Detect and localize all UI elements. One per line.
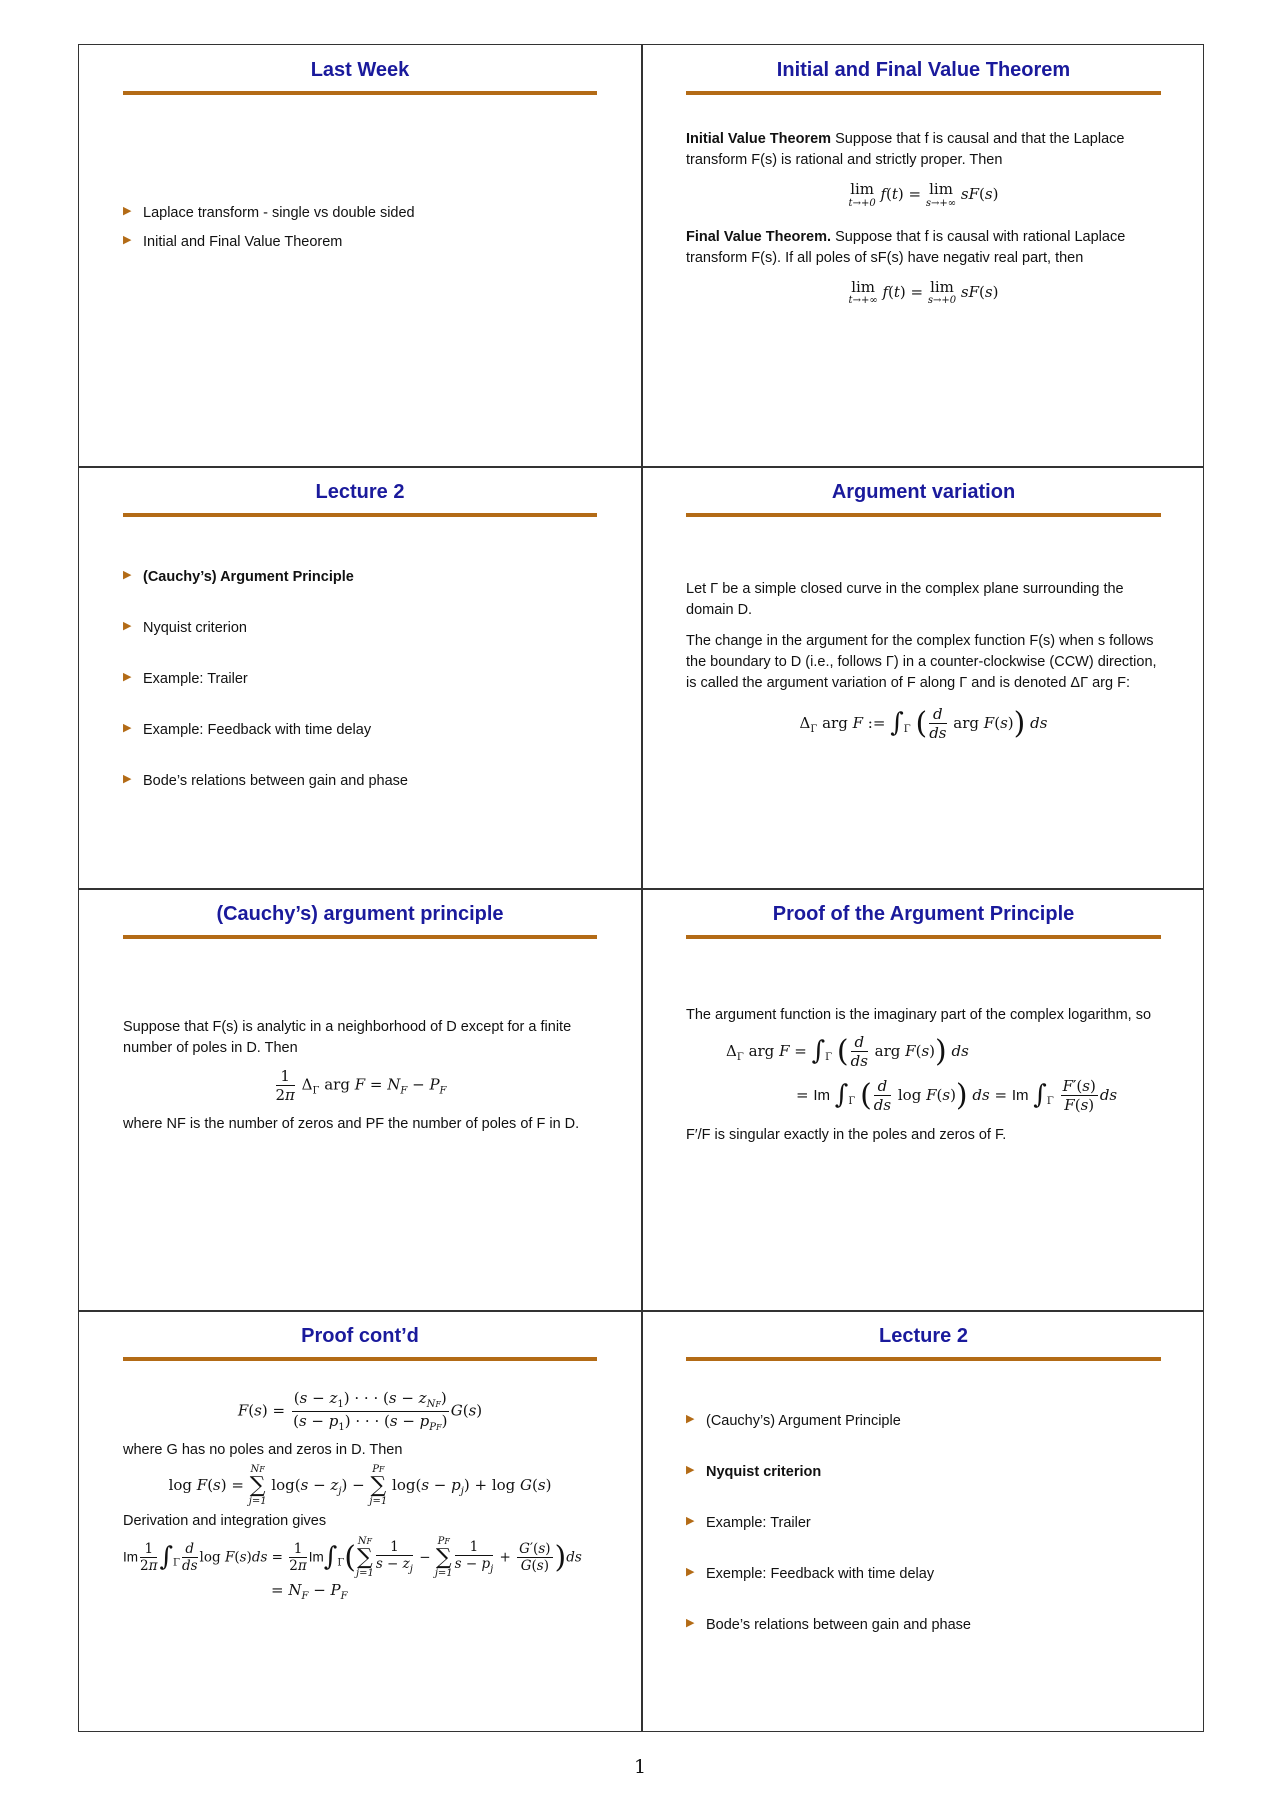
bullet-list (123, 567, 597, 792)
slide-last-week (79, 45, 641, 466)
list-item: ▶ Example: Trailer (686, 1515, 811, 1532)
slide-initial-final-value (642, 45, 1205, 466)
title-underline (686, 91, 1161, 95)
bullet-triangle-icon: ▶ (123, 234, 132, 247)
slide-proof-contd (79, 1311, 641, 1733)
slide-title: Last Week (310, 59, 410, 81)
slide-title: Proof of the Argument Principle (772, 903, 1075, 925)
bullet-list (123, 203, 597, 253)
list-item: ▶ Example: Feedback with time delay (123, 722, 372, 739)
list-item: ▶ (Cauchy’s) Argument Principle (686, 1413, 901, 1429)
list-item: ▶ Bode’s relations between gain and phase (686, 1617, 971, 1634)
bullet-triangle-icon: ▶ (123, 205, 132, 217)
title-underline (123, 91, 597, 95)
slide-title: (Cauchy’s) argument principle (216, 903, 504, 925)
proof-equation-line-1: $\Delta_\Gamma$ arg $F = \int_\Gamma$ ( $\frac{d}{ds}$ arg F(s)) ds (726, 1033, 969, 1071)
slide-title: Initial and Final Value Theorem (776, 59, 1071, 81)
bullet-triangle-icon: ▶ (686, 1464, 695, 1477)
bullet-list (686, 1411, 1161, 1636)
bullet-triangle-icon: ▶ (123, 569, 132, 581)
fvt-equation: lim t→+∞ f(t) = lim s→+0 sF(s) (848, 277, 999, 307)
list-item: ▶ Example: Trailer (123, 671, 248, 688)
bullet-triangle-icon: ▶ (123, 773, 132, 786)
paragraph: The change in the argument for the complex function F(s) when s follows the boundary to D (i.e., follows Γ) in a counter-clockwise (CCW) direction, is called the argument variation of F along Γ and is denoted ΔΓ arg F: (686, 633, 1157, 692)
list-item: ▶ Nyquist criterion (686, 1464, 822, 1481)
title-underline (686, 1357, 1161, 1361)
argument-variation-equation: $\Delta_\Gamma$ arg F := $\int_\Gamma$ ( $\frac{d}{ds}$ arg F(s)) ds (799, 705, 1048, 743)
paragraph: where G has no poles and zeros in D. Then (123, 1442, 403, 1458)
list-item: ▶ Exemple: Feedback with time delay (686, 1566, 935, 1583)
bullet-triangle-icon: ▶ (686, 1515, 695, 1528)
ivt-paragraph: Initial Value Theorem Suppose that f is causal and that the Laplace transform F(s) is rational and strictly proper. Then (686, 131, 1125, 169)
slide-argument-variation (642, 467, 1205, 888)
paragraph: Suppose that F(s) is analytic in a neighborhood of D except for a finite number of poles in D. Then (123, 1019, 572, 1057)
factorization-equation: F(s) = $\frac{(s - z_1) \cdot \cdot \cdot (s - z_{NF})}{(s - p_1) \cdot \cdot \cdot (s - p_{PF})}$ G(s) (237, 1389, 483, 1433)
list-item: ▶ (Cauchy’s) Argument Principle (123, 569, 354, 585)
list-item: ▶ Nyquist criterion (123, 620, 247, 637)
slide-cauchy-argument-principle (79, 889, 641, 1310)
fvt-paragraph: Final Value Theorem. Suppose that f is causal with rational Laplace transform F(s). If all poles of sF(s) have negativ real part, then (686, 228, 1126, 266)
page-number: 1 (633, 1756, 647, 1778)
title-underline (123, 1357, 597, 1361)
bullet-triangle-icon: ▶ (686, 1566, 695, 1579)
list-item: ▶ Laplace transform - single vs double sided (123, 205, 415, 221)
bullet-triangle-icon: ▶ (123, 671, 132, 684)
paragraph: The argument function is the imaginary part of the complex logarithm, so (686, 1007, 1152, 1023)
log-equation: log F(s) = NF ∑ j=1 $\log(s - z_j)$ − PF ∑ j=1 $\log(s - p_j) + \log G(s)$ (168, 1464, 552, 1508)
title-underline (123, 935, 597, 939)
paragraph: Let Γ be a simple closed curve in the complex plane surrounding the domain D. (686, 581, 1124, 619)
proof-equation-line-2: = Im $\int_\Gamma$ ( $\frac{d}{ds}$ log F(s)) ds = Im $\int_\Gamma$ $\frac{F'(s)}{F(s)}$ ds (796, 1076, 1118, 1114)
list-item: ▶ Initial and Final Value Theorem (123, 234, 343, 251)
title-underline (686, 513, 1161, 517)
slide-grid (78, 44, 1204, 1732)
bullet-triangle-icon: ▶ (123, 620, 132, 633)
slide-proof-argument-principle (642, 889, 1205, 1310)
integration-result: = $N_F - P_F$ (271, 1580, 348, 1602)
integration-equation: Im $\frac{1}{2\pi}$ $\int_\Gamma$ $\frac{d}{ds}$ log F(s)ds = $\frac{1}{2\pi}$ $Im\int_\Gamma$( NF ∑ j=1 $\frac{1}{s - z_j}$ − PF ∑ j=1 $\frac{1}{s - p_j}$ + $\frac{G'(s)}{G(s)}$ )ds (123, 1535, 582, 1579)
title-underline (686, 935, 1161, 939)
list-item: ▶ Bode’s relations between gain and phase (123, 773, 408, 790)
paragraph: where NF is the number of zeros and PF the number of poles of F in D. (123, 1116, 580, 1133)
slide-title: Lecture 2 (315, 481, 405, 503)
bullet-triangle-icon: ▶ (123, 722, 132, 735)
bullet-triangle-icon: ▶ (686, 1413, 695, 1425)
slide-title: Proof cont’d (301, 1325, 419, 1347)
paragraph: F′/F is singular exactly in the poles and zeros of F. (686, 1127, 1007, 1144)
argument-principle-equation: $\frac{1}{2\pi}$ $\Delta_\Gamma$ arg $F = N_F - P_F$ (275, 1067, 447, 1105)
slide-title: Lecture 2 (879, 1325, 968, 1347)
slide-lecture-2-nyquist (642, 1311, 1205, 1733)
ivt-equation: lim t→+0 f(t) = lim s→+∞ sF(s) (848, 180, 999, 209)
slide-title: Argument variation (831, 481, 1016, 503)
bullet-triangle-icon: ▶ (686, 1617, 695, 1630)
paragraph: Derivation and integration gives (123, 1513, 327, 1530)
slide-lecture-2 (79, 467, 641, 888)
title-underline (123, 513, 597, 517)
